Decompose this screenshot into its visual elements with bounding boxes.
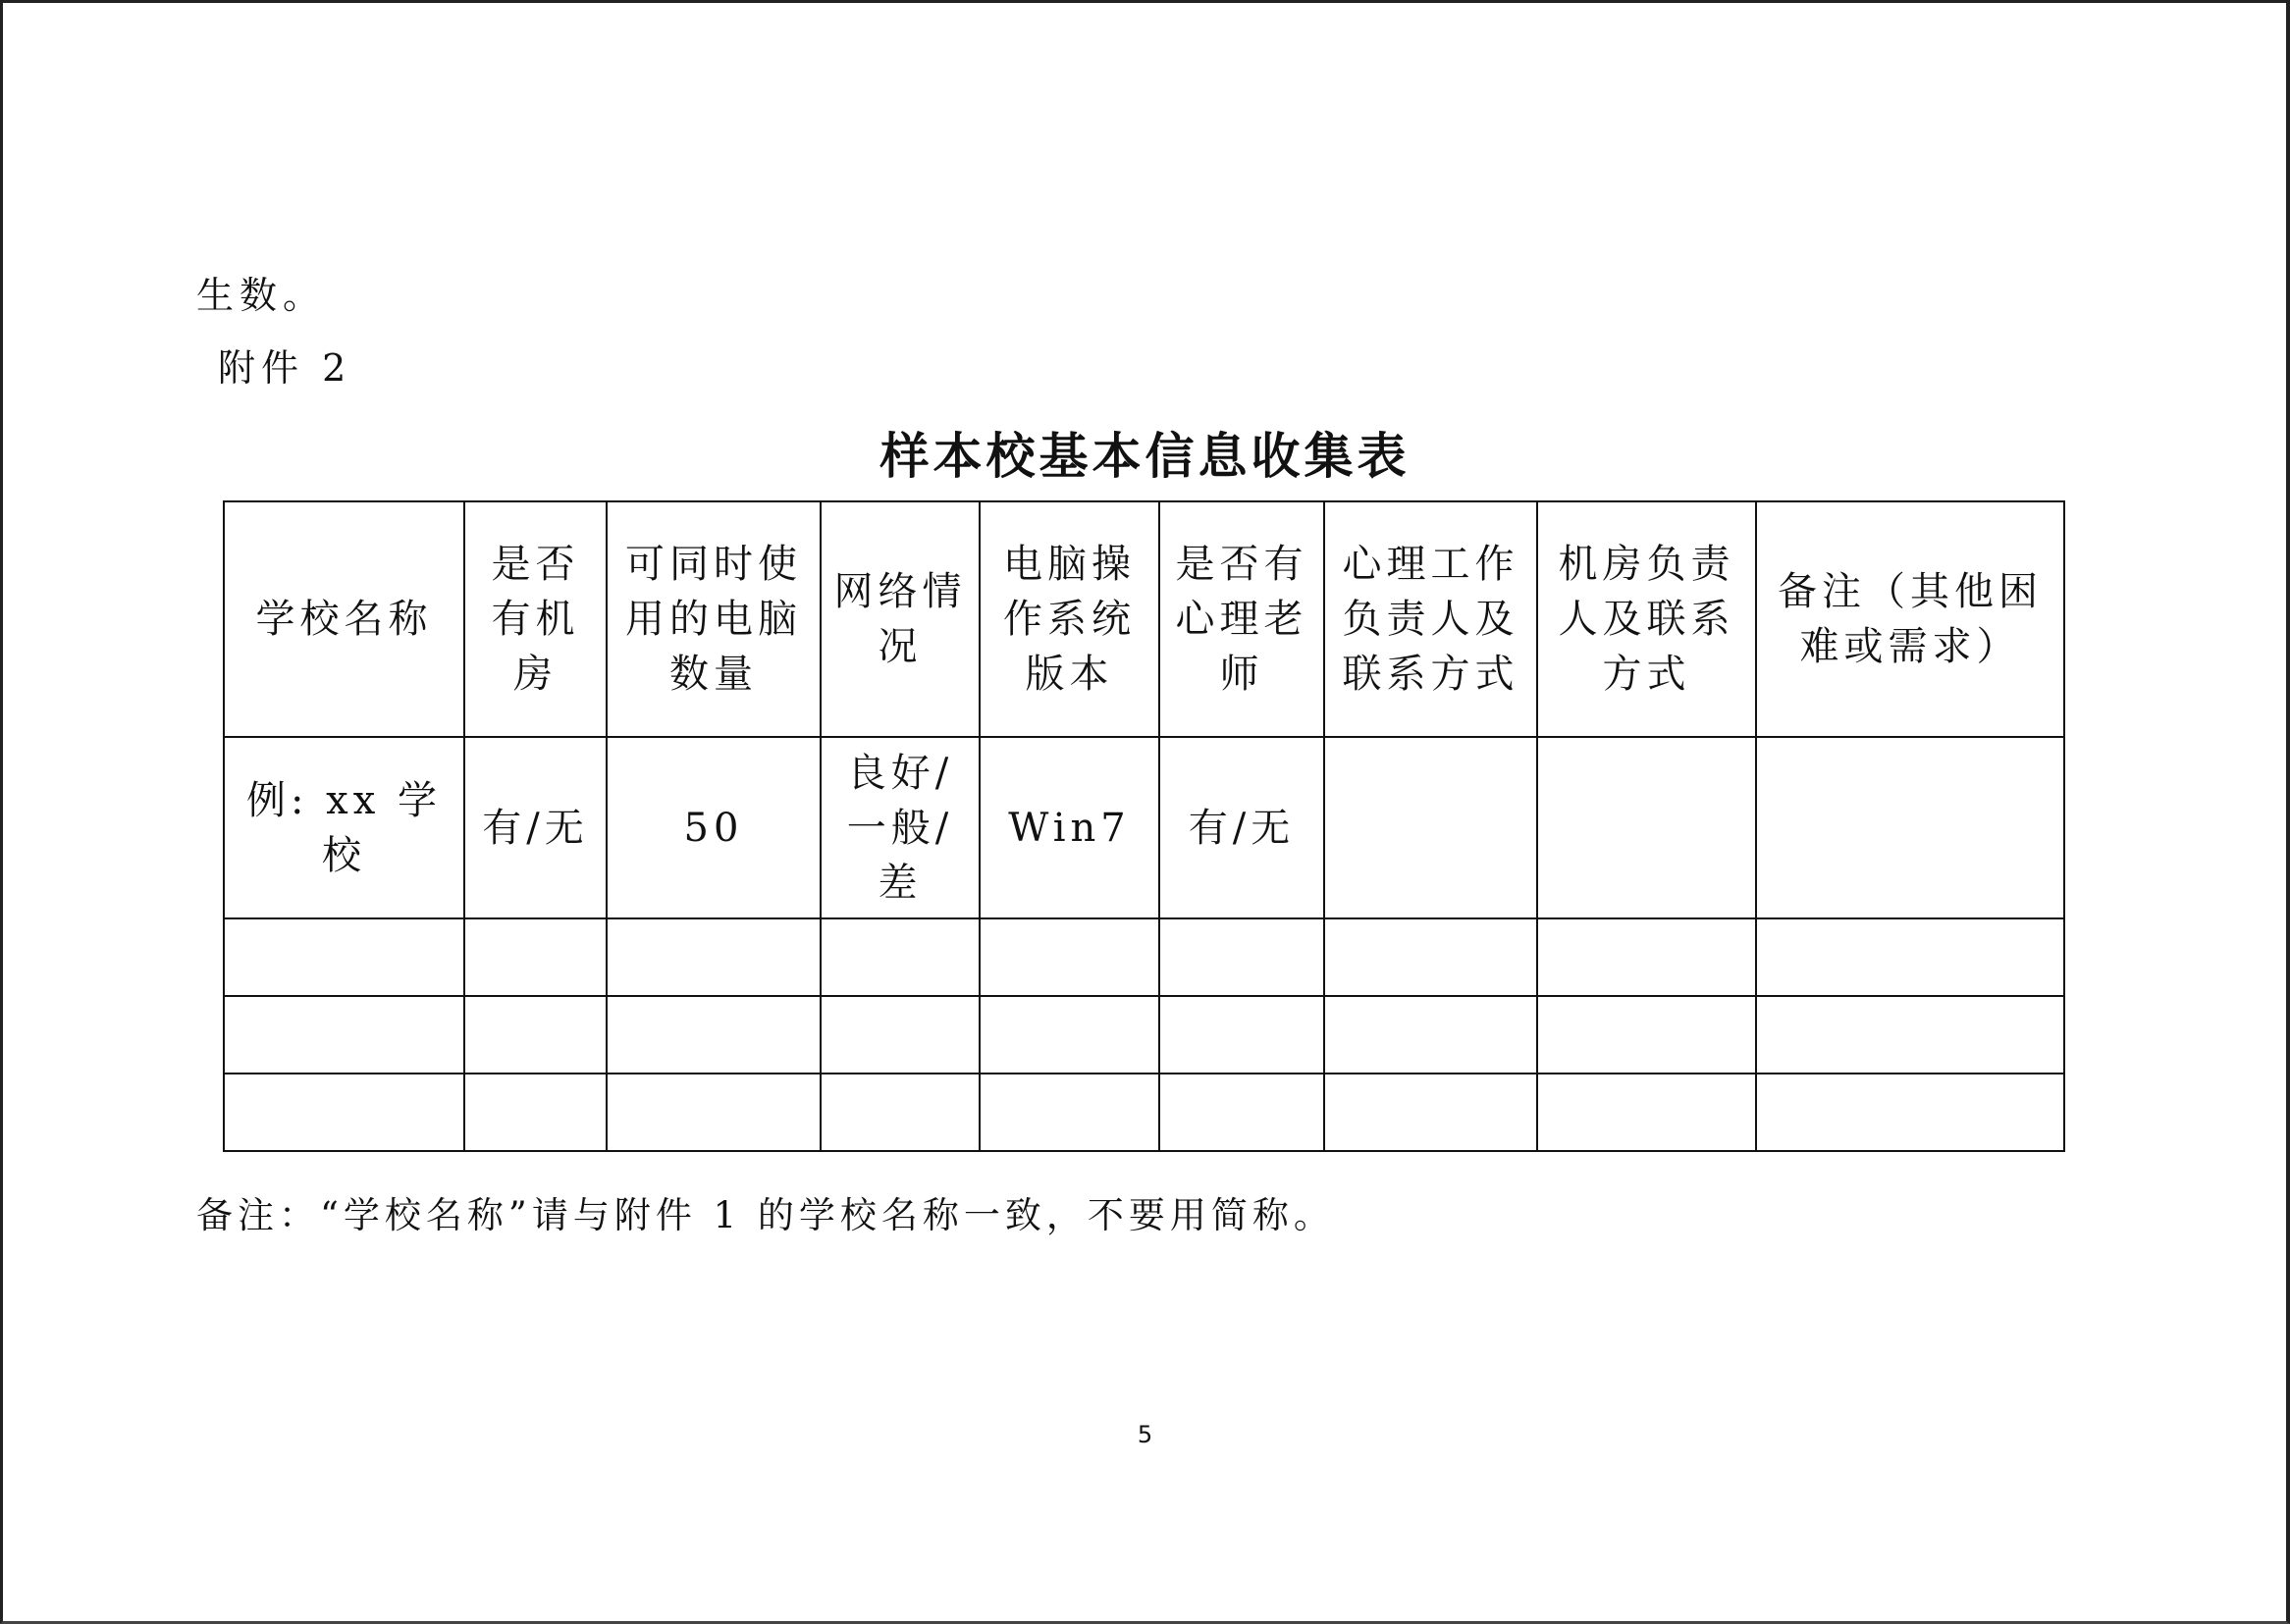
table-cell[interactable] <box>1756 1074 2064 1151</box>
cell-network-status: 良好/一般/差 <box>821 737 980 918</box>
header-network-status: 网络情况 <box>821 501 980 737</box>
table-row <box>224 918 2064 996</box>
school-info-table <box>223 500 2065 1152</box>
attachment-label: 附件 2 <box>218 346 352 390</box>
table-cell[interactable] <box>980 996 1159 1074</box>
table-cell[interactable] <box>1159 1074 1324 1151</box>
header-has-psych-teacher: 是否有心理老师 <box>1159 501 1324 737</box>
table-title: 样本校基本信息收集表 <box>879 428 1411 485</box>
table-cell[interactable] <box>1324 996 1537 1074</box>
table-cell[interactable] <box>821 996 980 1074</box>
header-school-name: 学校名称 <box>224 501 464 737</box>
cell-has-computer-room: 有/无 <box>464 737 607 918</box>
table-cell[interactable] <box>1324 918 1537 996</box>
header-room-contact: 机房负责人及联系方式 <box>1537 501 1756 737</box>
continuation-text: 生数。 <box>196 274 327 317</box>
table-header-row <box>224 501 2064 737</box>
table-cell[interactable] <box>1159 918 1324 996</box>
cell-psych-contact <box>1324 737 1537 918</box>
table-cell[interactable] <box>224 1074 464 1151</box>
cell-room-contact <box>1537 737 1756 918</box>
cell-school-name: 例: xx 学校 <box>224 737 464 918</box>
table-cell[interactable] <box>980 918 1159 996</box>
table-row-example <box>224 737 2064 918</box>
table-row <box>224 1074 2064 1151</box>
header-computer-count: 可同时使用的电脑数量 <box>607 501 821 737</box>
header-os-version: 电脑操作系统版本 <box>980 501 1159 737</box>
table-cell[interactable] <box>1159 996 1324 1074</box>
table-cell[interactable] <box>1756 996 2064 1074</box>
cell-has-psych-teacher: 有/无 <box>1159 737 1324 918</box>
cell-os-version: Win7 <box>980 737 1159 918</box>
table-cell[interactable] <box>607 996 821 1074</box>
table-cell[interactable] <box>1756 918 2064 996</box>
table-cell[interactable] <box>821 1074 980 1151</box>
table-cell[interactable] <box>464 918 607 996</box>
table-cell[interactable] <box>980 1074 1159 1151</box>
table-cell[interactable] <box>1537 918 1756 996</box>
cell-computer-count: 50 <box>607 737 821 918</box>
table-cell[interactable] <box>821 918 980 996</box>
table-cell[interactable] <box>1324 1074 1537 1151</box>
header-psych-contact: 心理工作负责人及联系方式 <box>1324 501 1537 737</box>
header-remarks: 备注（其他困难或需求） <box>1756 501 2064 737</box>
table-cell[interactable] <box>1537 996 1756 1074</box>
page-number: 5 <box>1137 1421 1153 1448</box>
header-has-computer-room: 是否有机房 <box>464 501 607 737</box>
table-row <box>224 996 2064 1074</box>
table-cell[interactable] <box>1537 1074 1756 1151</box>
footnote: 备注：“学校名称”请与附件 1 的学校名称一致，不要用简称。 <box>196 1194 1335 1236</box>
table-cell[interactable] <box>224 996 464 1074</box>
table-cell[interactable] <box>607 1074 821 1151</box>
table-cell[interactable] <box>607 918 821 996</box>
table-cell[interactable] <box>224 918 464 996</box>
cell-remarks <box>1756 737 2064 918</box>
table-cell[interactable] <box>464 1074 607 1151</box>
table-cell[interactable] <box>464 996 607 1074</box>
